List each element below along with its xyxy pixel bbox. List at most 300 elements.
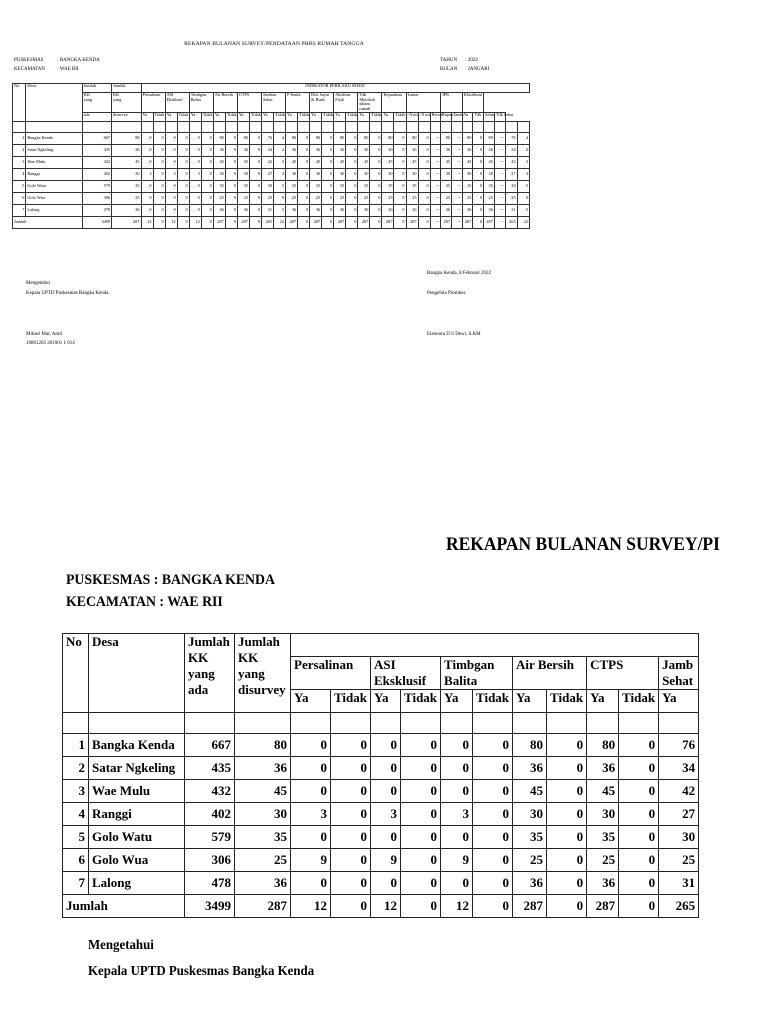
- total-value: 12: [165, 216, 177, 228]
- row-number: 5: [13, 180, 26, 192]
- total-value: 0: [225, 216, 237, 228]
- indicator-header: IPK: [441, 93, 462, 113]
- row-value: 0: [346, 204, 358, 216]
- row-value: 0: [249, 168, 261, 180]
- zoom-row-value: 27: [659, 803, 699, 826]
- zoomed-mengetahui-label: Mengetahui: [88, 938, 154, 953]
- zoomed-title: REKAPAN BULANAN SURVEY/PI: [446, 534, 720, 555]
- zoom-row-kk: 579: [185, 826, 235, 849]
- row-value: 27: [261, 168, 273, 180]
- blank-cell: [213, 121, 225, 132]
- row-value: 35: [358, 180, 370, 192]
- zoom-row-survey: 45: [235, 780, 291, 803]
- row-value: 25: [382, 192, 394, 204]
- zoom-blank-row: [63, 713, 699, 734]
- zoom-blank-cell: [89, 713, 185, 734]
- row-survey: 30: [112, 168, 141, 180]
- row-kk: 402: [82, 168, 111, 180]
- row-value: --: [452, 168, 463, 180]
- row-desa: Golo Watu: [26, 180, 82, 192]
- sub-header-tidak: Tidak: [177, 112, 189, 121]
- zoom-table-row: [63, 803, 699, 826]
- total-value: 287: [334, 216, 346, 228]
- zoom-sub-header-tidak: Tidak: [473, 690, 513, 713]
- blank-cell: [473, 121, 484, 132]
- total-value: --: [494, 216, 505, 228]
- blank-cell: [494, 121, 505, 132]
- blank-cell: [201, 121, 213, 132]
- row-value: 0: [418, 192, 430, 204]
- row-number: 1: [13, 132, 26, 144]
- zoom-row-value: 0: [371, 757, 401, 780]
- zoomed-signatory-role: Kepala UPTD Puskesmas Bangka Kenda: [88, 964, 315, 979]
- row-value: 30: [441, 168, 452, 180]
- zoom-row-value: 9: [371, 849, 401, 872]
- zoom-row-value: 25: [659, 849, 699, 872]
- row-value: 0: [473, 204, 484, 216]
- total-value: 287: [406, 216, 418, 228]
- row-value: 0: [177, 132, 189, 144]
- row-value: 0: [153, 144, 165, 156]
- sub-header-klasifikasi-sehat: Sehat: [484, 112, 495, 121]
- row-value: 45: [213, 156, 225, 168]
- row-value: 30: [462, 168, 473, 180]
- bulan-line: [440, 67, 489, 73]
- row-value: 25: [441, 192, 452, 204]
- header-line: KK: [113, 92, 120, 97]
- header-line: Balita: [444, 673, 478, 688]
- col-header-jumlah-survey: Jumlah: [112, 84, 141, 93]
- row-value: 0: [153, 204, 165, 216]
- total-value: 0: [394, 216, 406, 228]
- blank-cell: [418, 121, 430, 132]
- zoom-row-value: 45: [587, 780, 619, 803]
- sub-header-ya: Ya: [189, 112, 201, 121]
- header-line: yang: [188, 666, 215, 681]
- zoom-row-value: 0: [473, 872, 513, 895]
- row-value: 0: [249, 192, 261, 204]
- header-line: KK: [83, 92, 90, 97]
- zoom-row-kk: 432: [185, 780, 235, 803]
- zoom-row-value: 0: [291, 757, 331, 780]
- row-value: --: [430, 144, 441, 156]
- zoom-row-value: 0: [401, 803, 441, 826]
- total-value: 287: [441, 216, 452, 228]
- zoom-row-number: 4: [63, 803, 89, 826]
- total-value: 0: [322, 216, 334, 228]
- zoom-total-kk: 3499: [185, 895, 235, 918]
- sub-header-tidak: Tidak: [225, 112, 237, 121]
- blank-row: [13, 121, 530, 132]
- row-value: --: [494, 180, 505, 192]
- row-survey: 35: [112, 180, 141, 192]
- blank-cell: [13, 121, 26, 132]
- col-header-desa: Desa: [26, 84, 82, 122]
- row-value: 3: [274, 168, 286, 180]
- blank-cell: [370, 121, 382, 132]
- total-value: 265: [261, 216, 273, 228]
- zoom-row-value: 0: [441, 872, 473, 895]
- zoom-row-desa: Lalong: [89, 872, 185, 895]
- header-line: yang: [83, 96, 92, 102]
- row-value: 36: [382, 144, 394, 156]
- zoom-row-value: 30: [659, 826, 699, 849]
- row-value: 80: [406, 132, 418, 144]
- row-value: 0: [249, 156, 261, 168]
- zoom-header-ctps: CTPS: [587, 657, 659, 690]
- indicator-header: Aktifitas Fisik: [334, 93, 358, 113]
- zoom-total-value: 287: [513, 895, 547, 918]
- row-survey: 80: [112, 132, 141, 144]
- row-value: 45: [334, 156, 346, 168]
- row-value: 0: [322, 204, 334, 216]
- header-row: [13, 112, 530, 121]
- zoom-row-value: 3: [291, 803, 331, 826]
- row-value: 0: [189, 180, 201, 192]
- row-value: 35: [286, 180, 298, 192]
- zoom-row-kk: 306: [185, 849, 235, 872]
- right-signatory-name: Eleonora D S Dewi, S.KM: [427, 332, 481, 337]
- row-value: 0: [370, 144, 382, 156]
- row-value: 0: [201, 204, 213, 216]
- row-value: 0: [322, 156, 334, 168]
- zoom-row-number: 3: [63, 780, 89, 803]
- row-value: 0: [141, 180, 153, 192]
- zoom-row-value: 25: [587, 849, 619, 872]
- row-value: 36: [237, 204, 249, 216]
- zoom-row-value: 0: [331, 803, 371, 826]
- zoom-header-persalinan: Persalinan: [291, 657, 371, 690]
- col-header-indicator-group: INDIKATOR PERILAKU SEHAT: [141, 84, 530, 93]
- total-kk: 3499: [82, 216, 111, 228]
- row-value: 0: [394, 192, 406, 204]
- row-desa: Wae Mulu: [26, 156, 82, 168]
- row-value: 0: [153, 168, 165, 180]
- sub-header-ipk-tidak: Tdk: [473, 112, 484, 121]
- sub-header-tidak: Tidak: [153, 112, 165, 121]
- row-value: 0: [141, 144, 153, 156]
- zoomed-puskesmas-line: PUSKESMAS : BANGKA KENDA: [66, 572, 275, 588]
- row-value: --: [452, 192, 463, 204]
- row-desa: Ranggi: [26, 168, 82, 180]
- row-number: 2: [13, 144, 26, 156]
- blank-cell: [153, 121, 165, 132]
- zoom-row-value: 0: [547, 734, 587, 757]
- zoom-row-value: 45: [513, 780, 547, 803]
- col-header-kk-ada-last: ada: [82, 112, 111, 121]
- row-value: 0: [394, 204, 406, 216]
- row-value: --: [430, 180, 441, 192]
- row-value: 0: [298, 168, 310, 180]
- table-row: [13, 144, 530, 156]
- row-value: --: [452, 132, 463, 144]
- puskesmas-label: PUSKESMAS: [14, 58, 44, 63]
- zoom-row-value: 36: [587, 872, 619, 895]
- row-value: 0: [165, 132, 177, 144]
- row-value: 0: [346, 156, 358, 168]
- row-value: --: [430, 168, 441, 180]
- row-value: 80: [441, 132, 452, 144]
- total-value: 287: [358, 216, 370, 228]
- zoom-sub-header-ya: Ya: [441, 690, 473, 713]
- row-value: 45: [406, 156, 418, 168]
- row-value: 3: [274, 156, 286, 168]
- sub-header-ya: Ya: [358, 112, 370, 121]
- header-line: disurvey: [238, 682, 286, 697]
- row-value: 0: [298, 144, 310, 156]
- blank-cell: [358, 121, 370, 132]
- zoom-header-asi: [371, 657, 441, 690]
- zoom-blank-cell: [659, 713, 699, 734]
- row-value: 36: [213, 144, 225, 156]
- total-value: 287: [462, 216, 473, 228]
- row-value: 45: [310, 156, 322, 168]
- row-value: 45: [441, 156, 452, 168]
- row-value: 0: [249, 204, 261, 216]
- blank-cell: [346, 121, 358, 132]
- sub-header-tidak: Tidak: [322, 112, 334, 121]
- zoom-sub-header-ya: Ya: [659, 690, 699, 713]
- zoom-total-value: 0: [331, 895, 371, 918]
- blank-cell: [26, 121, 82, 132]
- row-survey: 36: [112, 204, 141, 216]
- row-value: 0: [189, 144, 201, 156]
- row-value: 36: [484, 204, 495, 216]
- signature-date-place: Bangka Kenda, 8 Februari 2022: [427, 271, 492, 276]
- row-value: 0: [473, 156, 484, 168]
- blank-cell: [430, 121, 441, 132]
- row-value: 80: [462, 132, 473, 144]
- zoom-row-value: 0: [401, 826, 441, 849]
- zoom-row-value: 0: [401, 757, 441, 780]
- header-line: Jamb: [662, 657, 694, 672]
- zoom-row-kk: 435: [185, 757, 235, 780]
- zoom-blank-cell: [331, 713, 371, 734]
- row-value: 45: [358, 156, 370, 168]
- row-value: 30: [261, 180, 273, 192]
- row-value: 0: [418, 156, 430, 168]
- row-value: 0: [370, 204, 382, 216]
- zoom-row-value: 0: [331, 826, 371, 849]
- zoom-row-value: 0: [441, 734, 473, 757]
- row-value: --: [430, 192, 441, 204]
- zoom-row-value: 30: [513, 803, 547, 826]
- total-value: 287: [484, 216, 495, 228]
- row-value: 0: [473, 180, 484, 192]
- row-value: 0: [177, 180, 189, 192]
- row-value: 5: [274, 180, 286, 192]
- zoom-row-desa: Wae Mulu: [89, 780, 185, 803]
- sub-header-ya: Ya: [165, 112, 177, 121]
- row-survey: 25: [112, 192, 141, 204]
- row-value: 25: [334, 192, 346, 204]
- row-value: 0: [322, 168, 334, 180]
- kecamatan-line: [14, 67, 79, 73]
- row-value: 31: [505, 204, 517, 216]
- row-value: 5: [274, 204, 286, 216]
- zoom-blank-cell: [235, 713, 291, 734]
- indicator-header: Kepadatan: [382, 93, 406, 113]
- row-desa: Lalong: [26, 204, 82, 216]
- row-value: 0: [177, 144, 189, 156]
- sub-header-ya: Ya: [213, 112, 225, 121]
- zoomed-kecamatan-line: KECAMATAN : WAE RII: [66, 594, 223, 610]
- zoom-header-jamban: [659, 657, 699, 690]
- row-value: --: [494, 192, 505, 204]
- row-value: --: [430, 204, 441, 216]
- zoom-row-value: 36: [513, 872, 547, 895]
- total-value: 287: [237, 216, 249, 228]
- zoom-row-value: 0: [473, 826, 513, 849]
- row-value: 0: [346, 180, 358, 192]
- header-line: Jumlah: [238, 634, 280, 649]
- row-value: 25: [237, 192, 249, 204]
- row-value: 36: [462, 144, 473, 156]
- tahun-label: TAHUN: [440, 58, 458, 63]
- zoom-row-value: 0: [401, 780, 441, 803]
- sub-header-ya: Ya: [286, 112, 298, 121]
- zoom-sub-header-tidak: Tidak: [331, 690, 371, 713]
- total-value: 287: [213, 216, 225, 228]
- zoom-header-air-bersih: Air Bersih: [513, 657, 587, 690]
- zoom-row-value: 0: [619, 849, 659, 872]
- row-value: 0: [298, 192, 310, 204]
- blank-cell: [452, 121, 463, 132]
- blank-cell: [441, 121, 452, 132]
- sub-header-lantai-papan: Papan: [441, 112, 452, 121]
- blank-cell: [249, 121, 261, 132]
- zoom-sub-header-tidak: Tidak: [619, 690, 659, 713]
- zoom-row-value: 0: [473, 734, 513, 757]
- header-line: Eksklusif: [374, 673, 427, 688]
- zoom-header-timbangan: [441, 657, 513, 690]
- sub-header-tidak: Tidak: [394, 112, 406, 121]
- zoom-sub-header-ya: Ya: [371, 690, 401, 713]
- row-value: 36: [406, 144, 418, 156]
- zoom-row-value: 36: [587, 757, 619, 780]
- left-signatory-name: Mikael Mar, Amd: [26, 332, 62, 337]
- zoom-total-label: Jumlah: [63, 895, 185, 918]
- row-value: 35: [382, 180, 394, 192]
- row-value: 30: [505, 180, 517, 192]
- zoom-row-value: 0: [371, 734, 401, 757]
- zoom-row-value: 0: [547, 803, 587, 826]
- header-line: ASI: [374, 657, 396, 672]
- row-value: 80: [484, 132, 495, 144]
- row-value: 0: [322, 144, 334, 156]
- total-value: 0: [177, 216, 189, 228]
- col-header-kk-ada: [82, 93, 111, 113]
- zoom-total-value: 12: [371, 895, 401, 918]
- row-survey: 45: [112, 156, 141, 168]
- indicator-header: Tdk Merokok dalam rumah: [358, 93, 382, 113]
- zoom-row-survey: 36: [235, 757, 291, 780]
- blank-cell: [382, 121, 394, 132]
- row-value: 0: [394, 168, 406, 180]
- mengetahui-label: Mengetahui: [26, 281, 50, 286]
- sub-header-tidak: Tidak: [274, 112, 286, 121]
- header-line: Jumlah: [188, 634, 230, 649]
- total-label: Jumlah: [13, 216, 83, 228]
- blank-cell: [322, 121, 334, 132]
- zoom-row-kk: 402: [185, 803, 235, 826]
- zoom-blank-cell: [547, 713, 587, 734]
- sub-header-ipk-ya: Ya: [462, 112, 473, 121]
- row-value: 36: [441, 144, 452, 156]
- total-value: 22: [517, 216, 529, 228]
- zoom-row-value: 76: [659, 734, 699, 757]
- row-value: 80: [382, 132, 394, 144]
- row-value: 34: [505, 144, 517, 156]
- row-number: 7: [13, 204, 26, 216]
- zoom-total-row: [63, 895, 699, 918]
- indicator-header: P Jentik: [286, 93, 310, 113]
- total-survey: 287: [112, 216, 141, 228]
- row-value: 0: [189, 204, 201, 216]
- tahun-line: [440, 58, 478, 64]
- row-value: 25: [261, 192, 273, 204]
- zoom-col-header-kk-ada: [185, 634, 235, 713]
- row-value: --: [494, 144, 505, 156]
- indicator-header: CTPS: [237, 93, 261, 113]
- row-value: 0: [298, 132, 310, 144]
- document-zoomed-view: [0, 520, 768, 1024]
- sub-header-klasifikasi-tidak-sehat: Tdk Sehat: [494, 112, 505, 121]
- row-value: 80: [334, 132, 346, 144]
- zoom-row-value: 3: [441, 803, 473, 826]
- row-value: 3: [165, 168, 177, 180]
- row-value: 2: [517, 144, 529, 156]
- zoom-row-number: 5: [63, 826, 89, 849]
- row-value: 80: [310, 132, 322, 144]
- row-value: --: [452, 180, 463, 192]
- zoom-row-number: 2: [63, 757, 89, 780]
- row-kk: 478: [82, 204, 111, 216]
- row-value: 0: [225, 156, 237, 168]
- row-value: 2: [274, 144, 286, 156]
- blank-cell: [237, 121, 249, 132]
- row-value: 76: [505, 132, 517, 144]
- total-row: [13, 216, 530, 228]
- row-value: 0: [201, 156, 213, 168]
- zoom-total-value: 265: [659, 895, 699, 918]
- row-value: 25: [310, 192, 322, 204]
- row-value: 42: [261, 156, 273, 168]
- zoom-blank-cell: [513, 713, 547, 734]
- zoom-row-value: 42: [659, 780, 699, 803]
- row-value: 25: [484, 192, 495, 204]
- row-value: 0: [274, 192, 286, 204]
- zoom-row-value: 0: [473, 780, 513, 803]
- row-value: 30: [358, 168, 370, 180]
- row-value: 25: [462, 192, 473, 204]
- blank-cell: [189, 121, 201, 132]
- row-value: 0: [225, 144, 237, 156]
- zoom-table-row: [63, 849, 699, 872]
- row-value: 0: [370, 192, 382, 204]
- row-value: 0: [394, 156, 406, 168]
- zoom-row-number: 1: [63, 734, 89, 757]
- zoom-row-value: 0: [619, 826, 659, 849]
- total-value: 0: [473, 216, 484, 228]
- indicator-header: ASI Eksklusif: [165, 93, 189, 113]
- recap-table-small: [12, 83, 530, 229]
- zoom-row-value: 34: [659, 757, 699, 780]
- zoom-row-value: 0: [291, 826, 331, 849]
- row-kk: 306: [82, 192, 111, 204]
- zoom-total-value: 0: [619, 895, 659, 918]
- zoom-row-number: 7: [63, 872, 89, 895]
